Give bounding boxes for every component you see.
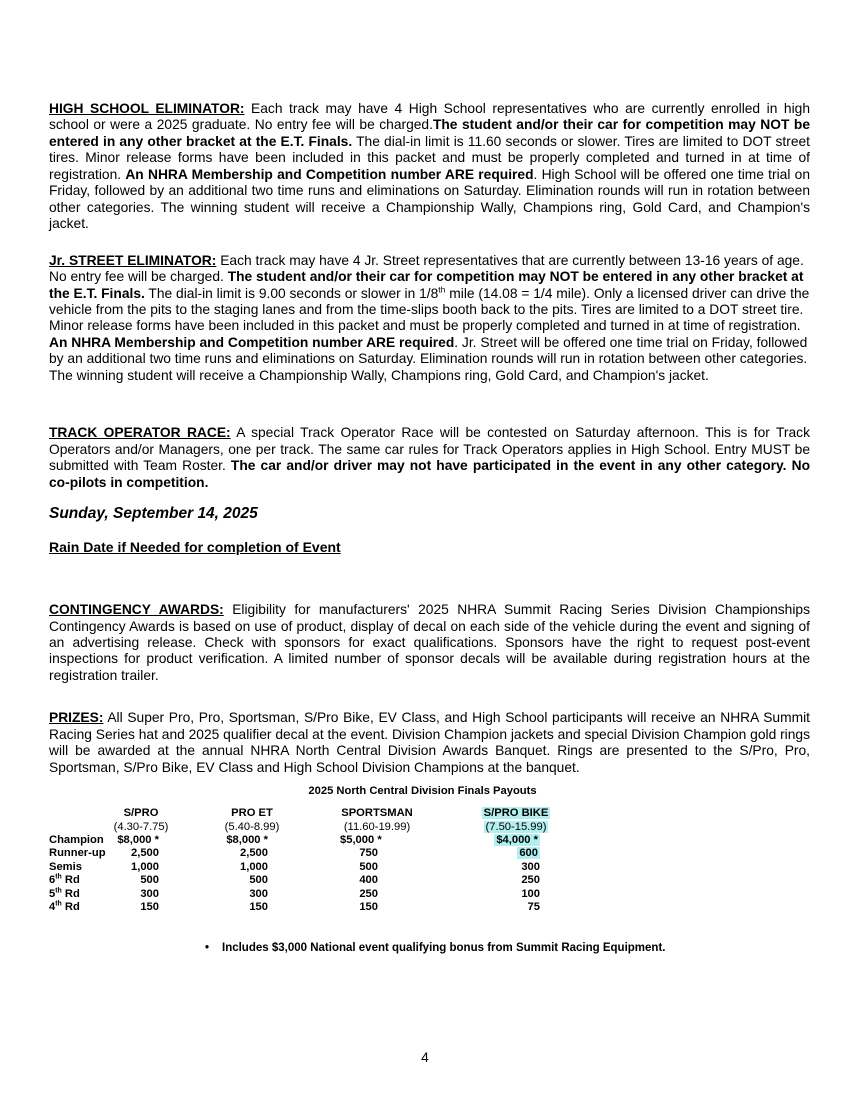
payout-column-header: [109, 807, 173, 820]
payout-data-row: [49, 847, 810, 860]
payout-value: 500: [140, 874, 159, 887]
payout-value-cell: [480, 834, 552, 847]
payout-dial-range-text: (11.60-19.99): [343, 820, 411, 833]
payout-value-cell: [340, 847, 414, 860]
payout-range-row: [49, 821, 810, 834]
payout-value: 750: [359, 847, 378, 860]
spacer-cell: [173, 821, 220, 834]
payout-value: 1,000: [240, 860, 268, 873]
payout-data-row: [49, 901, 810, 914]
payout-value-cell: [220, 834, 284, 847]
payout-value: 75: [527, 900, 540, 913]
payout-value: 150: [359, 900, 378, 913]
payout-data-row: [49, 874, 810, 887]
spacer-cell: [173, 874, 220, 887]
track-operator-race-paragraph: [49, 425, 810, 491]
payout-value-cell: [220, 874, 284, 887]
text-run: CONTINGENCY AWARDS:: [49, 602, 224, 618]
sunday-date-heading: Sunday, September 14, 2025: [49, 505, 258, 523]
payout-row-label: [49, 834, 109, 847]
payout-value: 2,500: [131, 847, 159, 860]
text-run: PRIZES:: [49, 710, 104, 726]
text-run: Rd: [61, 887, 80, 900]
payout-dial-range: [340, 821, 414, 834]
payout-value-cell: [340, 888, 414, 901]
text-run: Eligibility for manufacturers' 2025 NHRA Summit Racing Series Division Championships Contingency Awards is based on use of product, display of decal on each side of the vehicle during the event and signing of an advertising release. Check with sponsors for exact qualifications. Sponsors have the right to request post-event inspections for product verification. A limited number of sponsor decals will be available during registration hours at the registration trailer.: [49, 602, 810, 683]
spacer-cell: [173, 888, 220, 901]
text-run: An NHRA Membership and Competition number ARE required: [125, 166, 534, 182]
text-run: . High School will be offered one time trial on Friday, followed by an additional two time runs and eliminations on Saturday. Elimination rounds will run in rotation between other categories. The winning student will receive a Championship Wally, Champions ring, Gold Card, and Champion's jacket.: [49, 166, 811, 232]
payout-value: 1,000: [131, 860, 159, 873]
text-run: Each track may have 4 Jr. Street representatives that are currently between 13-16 years of age. No entry fee will be charged.: [49, 252, 804, 285]
payout-value: $8,000 *: [117, 833, 159, 846]
high-school-eliminator-paragraph: [49, 101, 810, 233]
payout-column-header: [480, 807, 552, 820]
payout-value-cell: [340, 901, 414, 914]
payout-value-cell: [220, 861, 284, 874]
text-run: Rd: [61, 900, 80, 913]
text-run: All Super Pro, Pro, Sportsman, S/Pro Bike, EV Class, and High School participants will receive an NHRA Summit Racing Series hat and 2025 qualifier decal at the event. Division Champion jackets and special Division Champion gold rings will be awarded at the annual NHRA North Central Division Awards Banquet. Rings are presented to the S/Pro, Pro, Sportsman, S/Pro Bike, EV Class and High School Division Champions at the banquet.: [49, 710, 810, 775]
text-run: Each track may have 4 High School representatives who are currently enrolled in high school or were a 2025 graduate. No entry fee will be charged.: [49, 101, 811, 133]
spacer-cell: [284, 874, 340, 887]
payout-corner-cell: [49, 807, 109, 820]
jr-street-eliminator-paragraph: [49, 253, 810, 385]
payout-value: 150: [249, 900, 268, 913]
spacer-cell: [284, 807, 340, 820]
payout-row-label: [49, 901, 109, 914]
payout-value: 300: [249, 887, 268, 900]
payout-value-cell: [480, 888, 552, 901]
spacer-cell: [414, 834, 480, 847]
text-run: Champion: [49, 833, 104, 846]
payout-column-header: [340, 807, 414, 820]
text-run: . Jr. Street will be offered one time trial on Friday, followed by an additional two time runs and eliminations on Saturday. Elimination rounds will run in rotation between other categories. The winning student will receive a Championship Wally, Champions ring, Gold Card, and Champion's jacket.: [49, 334, 808, 383]
text-run: 5: [49, 887, 56, 900]
payout-data-row: [49, 834, 810, 847]
spacer-cell: [173, 901, 220, 914]
text-run: 6: [49, 874, 56, 887]
spacer-cell: [173, 807, 220, 820]
spacer-cell: [284, 834, 340, 847]
payout-column-header-text: PRO ET: [231, 807, 273, 820]
payout-row-label: [49, 874, 109, 887]
payout-value: 500: [249, 874, 268, 887]
payout-value-cell: [109, 901, 173, 914]
text-run: th: [55, 886, 62, 894]
payout-value: 400: [359, 874, 378, 887]
rain-date-heading: Rain Date if Needed for completion of Event: [49, 539, 341, 556]
payout-value-cell: [109, 888, 173, 901]
spacer-cell: [173, 834, 220, 847]
prizes-paragraph: [49, 710, 810, 776]
payout-value: 300: [140, 887, 159, 900]
payout-column-header-text: S/PRO: [123, 807, 159, 820]
payout-header-row: [49, 807, 810, 820]
spacer-cell: [284, 888, 340, 901]
payout-dial-range-text: (7.50-15.99): [485, 820, 547, 833]
payout-value-cell: [109, 861, 173, 874]
payout-footnote-text: Includes $3,000 National event qualifying bonus from Summit Racing Equipment.: [222, 942, 666, 955]
payout-dial-range: [480, 821, 552, 834]
payout-corner-cell: [49, 821, 109, 834]
payout-value: $5,000 *: [340, 833, 382, 846]
payout-row-label: [49, 847, 109, 860]
bullet-icon: •: [205, 942, 210, 955]
spacer-cell: [414, 888, 480, 901]
payout-value-cell: [480, 874, 552, 887]
payout-value: $8,000 *: [226, 833, 268, 846]
payout-value-cell: [340, 861, 414, 874]
payout-value-cell: [109, 847, 173, 860]
payout-column-header-text: SPORTSMAN: [341, 807, 413, 820]
spacer-cell: [284, 901, 340, 914]
text-run: The dial-in limit is 11.60 seconds or slower. Tires are limited to DOT street tires. Minor release forms have been included in this packet and must be properly completed and turned in at time of registration.: [49, 133, 811, 182]
payouts-table: [49, 807, 810, 914]
text-run: mile (14.08 = 1/4 mile). Only a licensed driver can drive the vehicle from the pits to the staging lanes and from the time-slips booth back to the pits. Tires are limited to a DOT street tire. Minor release forms have been included in this packet and must be properly completed and turned in at time of registration.: [49, 285, 810, 334]
payout-value-cell: [220, 888, 284, 901]
text-run: An NHRA Membership and Competition number ARE required: [49, 334, 455, 350]
spacer-cell: [414, 847, 480, 860]
text-run: th: [55, 900, 62, 908]
text-run: th: [55, 873, 62, 881]
text-run: The car and/or driver may not have participated in the event in any other category. No co-pilots in competition.: [49, 458, 810, 490]
payout-value: 500: [359, 860, 378, 873]
payout-dial-range-text: (5.40-8.99): [224, 820, 280, 833]
payout-value-cell: [480, 847, 552, 860]
spacer-cell: [414, 901, 480, 914]
payout-column-header: [220, 807, 284, 820]
text-run: The student and/or their car for competition may NOT be entered in any other bracket at the E.T. Finals.: [49, 269, 804, 301]
text-run: HIGH SCHOOL ELIMINATOR:: [49, 101, 245, 116]
text-run: TRACK OPERATOR RACE:: [49, 425, 231, 441]
payout-value: $4,000 *: [496, 833, 538, 846]
spacer-cell: [414, 861, 480, 874]
text-run: A special Track Operator Race will be contested on Saturday afternoon. This is for Track Operators and/or Managers, one per track. The same car rules for Track Operators applies in High School. Entry MUST be submitted with Team Roster.: [49, 425, 810, 474]
payout-value: 250: [521, 874, 540, 887]
payout-footnote: [205, 941, 810, 955]
payout-row-label: [49, 861, 109, 874]
payouts-table-title: 2025 North Central Division Finals Payouts: [308, 785, 537, 798]
payout-data-row: [49, 888, 810, 901]
spacer-cell: [414, 821, 480, 834]
payout-value-cell: [220, 847, 284, 860]
payout-dial-range-text: (4.30-7.75): [113, 820, 169, 833]
spacer-cell: [414, 874, 480, 887]
payout-value: 100: [521, 887, 540, 900]
payout-dial-range: [109, 821, 173, 834]
text-run: Jr. STREET ELIMINATOR:: [49, 252, 217, 268]
payout-value-cell: [220, 901, 284, 914]
spacer-cell: [173, 847, 220, 860]
spacer-cell: [284, 861, 340, 874]
payout-value-cell: [109, 874, 173, 887]
payout-dial-range: [220, 821, 284, 834]
page-number: 4: [421, 1050, 429, 1065]
text-run: th: [438, 283, 446, 294]
payout-value-cell: [480, 901, 552, 914]
payout-data-row: [49, 861, 810, 874]
text-run: Rd: [61, 874, 80, 887]
payout-column-header-text: S/PRO BIKE: [483, 807, 549, 820]
payout-value-cell: [340, 834, 414, 847]
spacer-cell: [284, 847, 340, 860]
payout-value: 250: [359, 887, 378, 900]
text-run: The dial-in limit is 9.00 seconds or slower in 1/8: [144, 285, 439, 301]
payout-value: 300: [521, 860, 540, 873]
payout-value: 600: [519, 847, 538, 860]
text-run: The student and/or their car for competition may NOT be entered in any other bracket at the E.T. Finals.: [49, 117, 810, 149]
payout-row-label: [49, 888, 109, 901]
text-run: Semis: [49, 860, 82, 873]
spacer-cell: [173, 861, 220, 874]
spacer-cell: [414, 807, 480, 820]
payout-value-cell: [340, 874, 414, 887]
contingency-awards-paragraph: [49, 602, 810, 684]
payout-value-cell: [109, 834, 173, 847]
payout-value: 2,500: [240, 847, 268, 860]
text-run: Runner-up: [49, 847, 106, 860]
text-run: 4: [49, 900, 56, 913]
spacer-cell: [284, 821, 340, 834]
payout-value: 150: [140, 900, 159, 913]
payout-value-cell: [480, 861, 552, 874]
